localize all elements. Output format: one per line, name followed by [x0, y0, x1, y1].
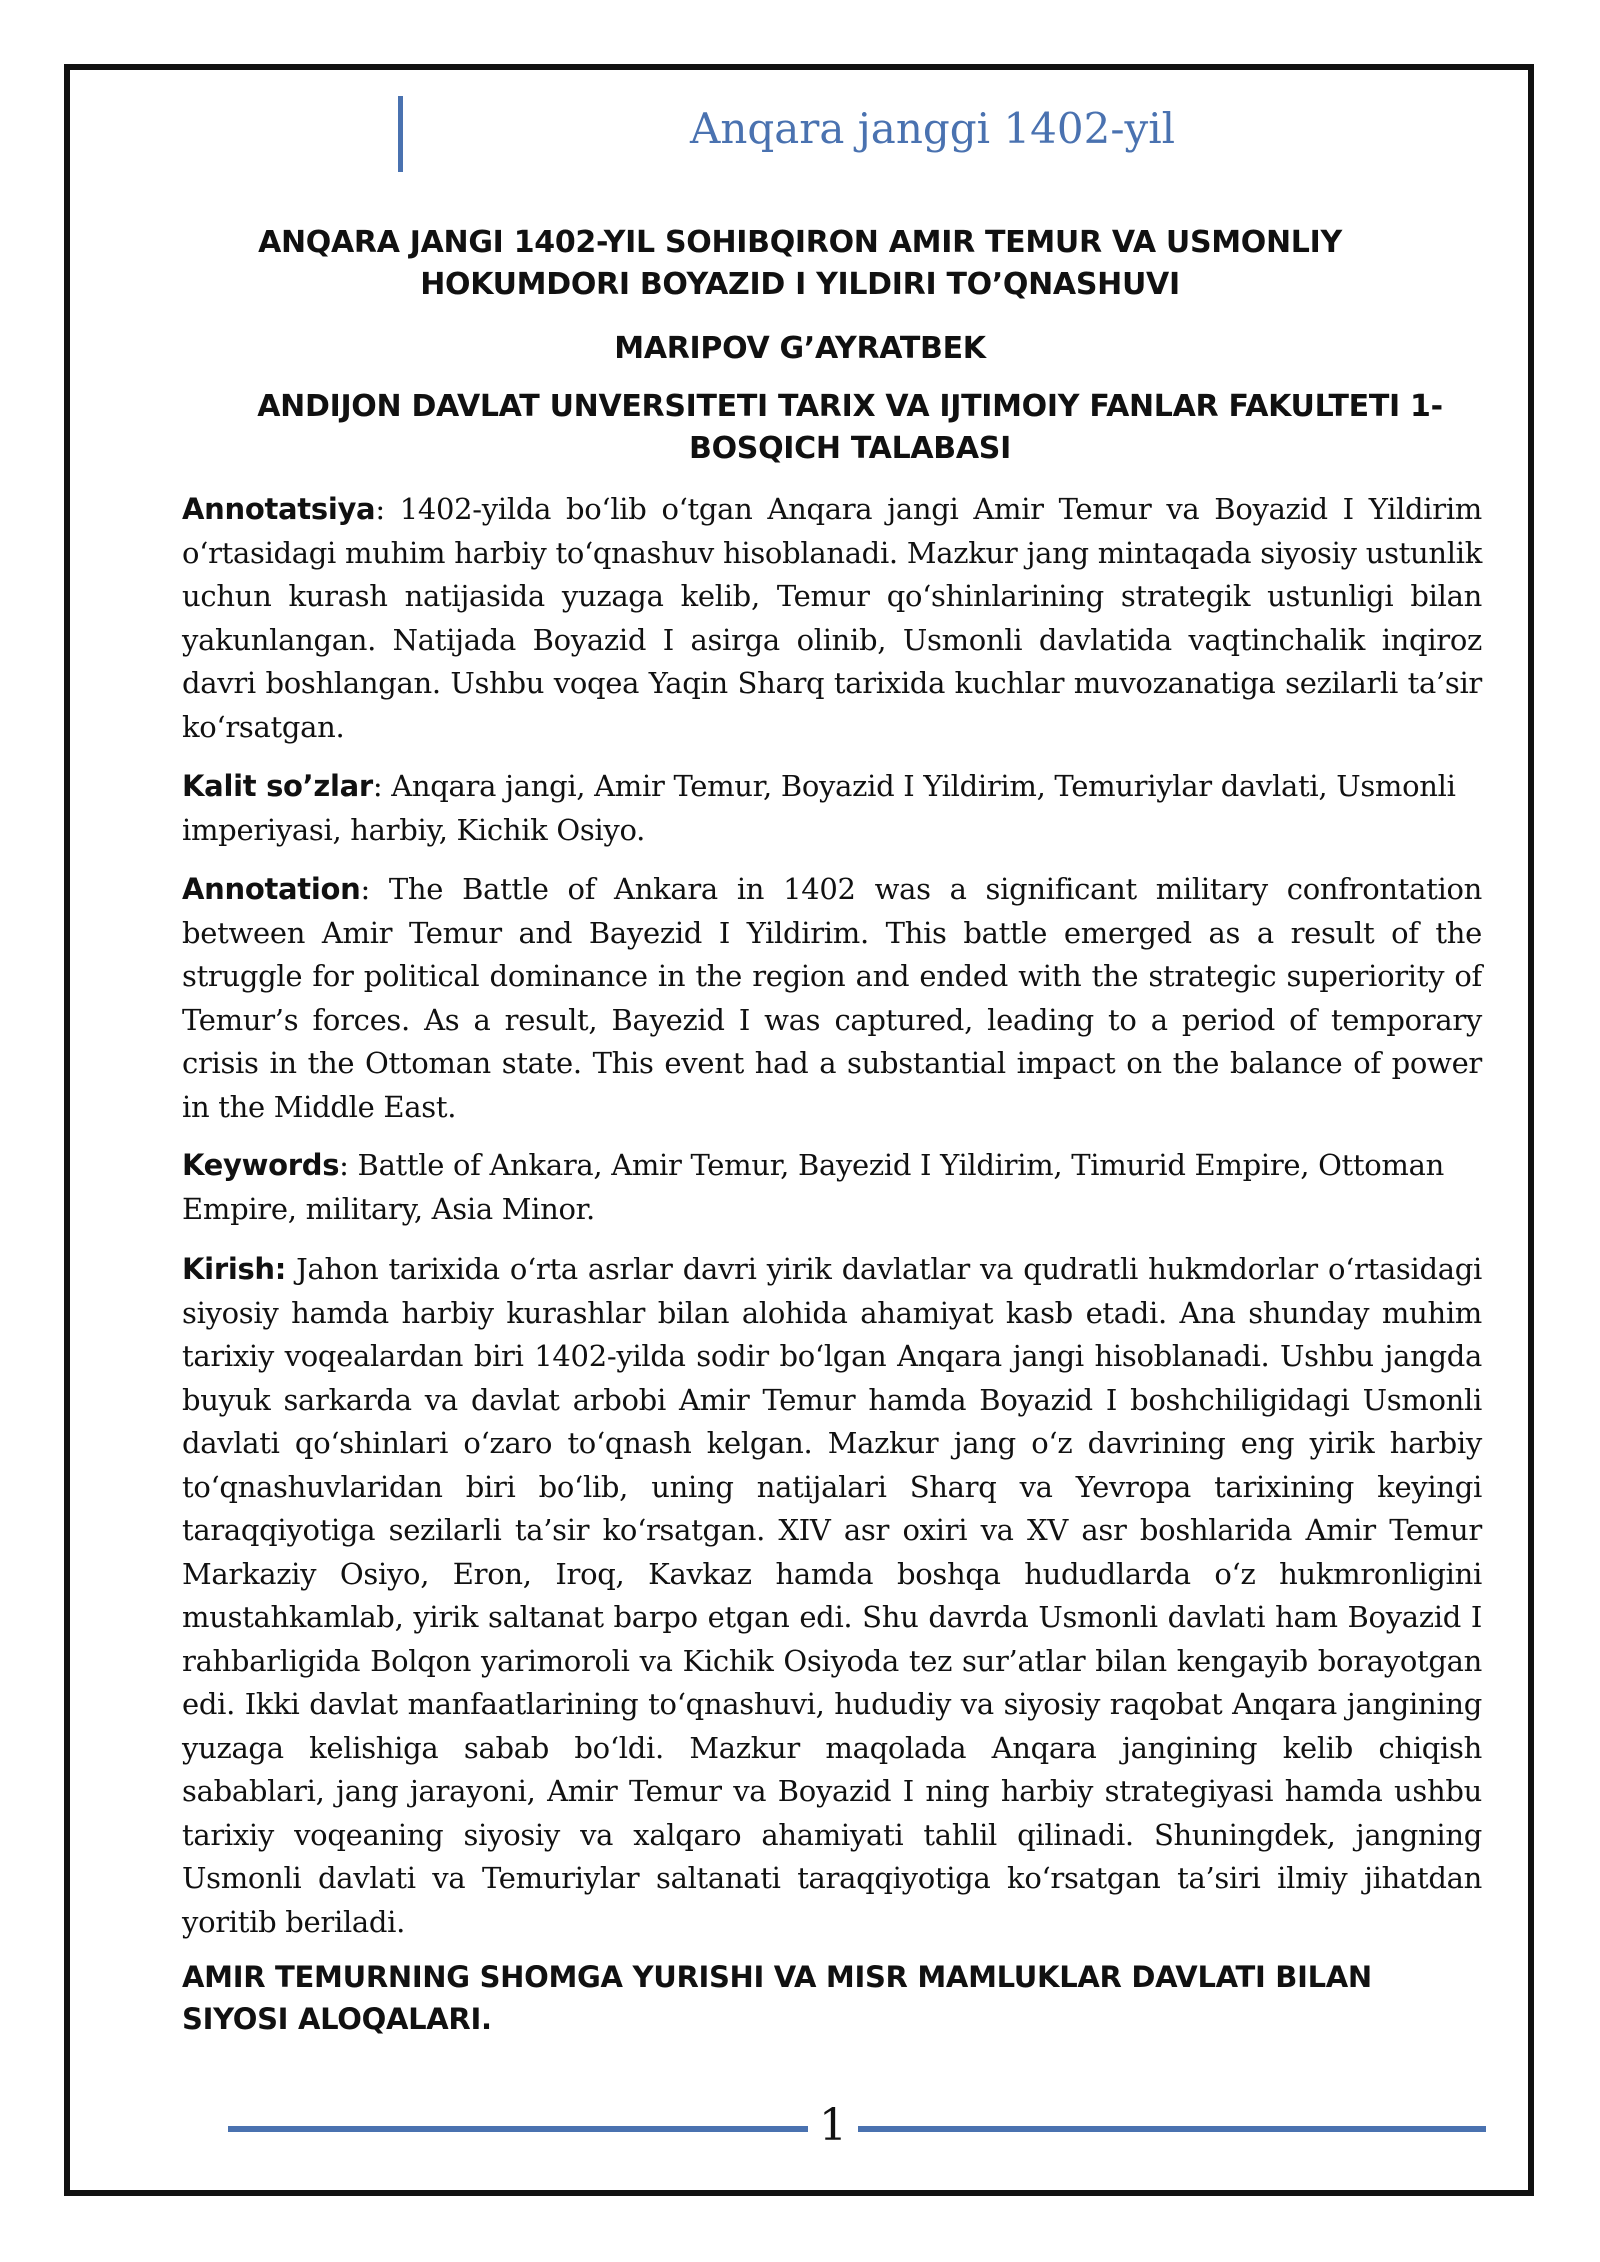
page-number: 1	[808, 2100, 858, 2151]
kirish-text: Jahon tarixida o‘rta asrlar davri yirik davlatlar va qudratli hukmdorlar o‘rtasidagi siyosiy hamda harbiy kurashlar bilan alohida ahamiyat kasb etadi. Ana shunday muhim tarixiy voqealardan biri 1402-yilda sodir bo‘lgan Anqara jangi hisoblanadi. Ushbu jangda buyuk sarkarda va davlat arbobi Amir Temur hamda Boyazid I boshchiligidagi Usmonli davlati qo‘shinlari o‘zaro to‘qnash kelgan. Mazkur jang o‘z davrining eng yirik harbiy to‘qnashuvlaridan biri bo‘lib, uning natijalari Sharq va Yevropa tarixining keyingi taraqqiyotiga sezilarli ta’sir ko‘rsatgan. XIV asr oxiri va XV asr boshlarida Amir Temur Markaziy Osiyo, Eron, Iroq, Kavkaz hamda boshqa hududlarda o‘z hukmronligini mustahkamlab, yirik saltanat barpo etgan edi. Shu davrda Usmonli davlati ham Boyazid I rahbarligida Bolqon yarimoroli va Kichik Osiyoda tez sur’atlar bilan kengayib borayotgan edi. Ikki davlat manfaatlarining to‘qnashuvi, hududiy va siyosiy raqobat Anqara jangining yuzaga kelishiga sabab bo‘ldi. Mazkur maqolada Anqara jangining kelib chiqish sabablari, jang jarayoni, Amir Temur va Boyazid I ning harbiy strategiyasi hamda ushbu tarixiy voqeaning siyosiy va xalqaro ahamiyati tahlil qilinadi. Shuningdek, jangning Usmonli davlati va Temuriylar saltanati taraqqiyotiga ko‘rsatgan ta’siri ilmiy jihatdan yoritib beriladi.	[182, 1252, 1482, 1939]
keywords-text: : Battle of Ankara, Amir Temur, Bayezid I Yildirim, Timurid Empire, Ottoman Empire, military, Asia Minor.	[182, 1148, 1444, 1226]
kirish-paragraph	[182, 1248, 1482, 1944]
annotatsiya-paragraph	[182, 488, 1482, 749]
annotatsiya-text: : 1402-yilda bo‘lib o‘tgan Anqara jangi Amir Temur va Boyazid I Yildirim o‘rtasidagi muhim harbiy to‘qnashuv hisoblanadi. Mazkur jang mintaqada siyosiy ustunlik uchun kurash natijasida yuzaga kelib, Temur qo‘shinlarining strategik ustunligi bilan yakunlangan. Natijada Boyazid I asirga olinib, Usmonli davlatida vaqtinchalik inqiroz davri boshlangan. Ushbu voqea Yaqin Sharq tarixida kuchlar muvozanatiga sezilarli ta’sir ko‘rsatgan.	[182, 492, 1482, 744]
annotation-text: : The Battle of Ankara in 1402 was a significant military confrontation between Amir Temur and Bayezid I Yildirim. This battle emerged as a result of the struggle for political dominance in the region and ended with the strategic superiority of Temur’s forces. As a result, Bayezid I was captured, leading to a period of temporary crisis in the Ottoman state. This event had a substantial impact on the balance of power in the Middle East.	[182, 872, 1482, 1124]
header-accent-bar	[398, 96, 403, 172]
article-title: ANQARA JANGI 1402-YIL SOHIBQIRON AMIR TEMUR VA USMONLIY HOKUMDORI BOYAZID I YILDIRI TO’QNASHUVI	[258, 225, 1342, 302]
kirish-label: Kirish:	[182, 1252, 287, 1286]
keywords-label: Keywords	[182, 1148, 340, 1182]
annotation-paragraph	[182, 868, 1482, 1129]
keywords-paragraph	[182, 1144, 1482, 1231]
kalit-sozlar-text: : Anqara jangi, Amir Temur, Boyazid I Yildirim, Temuriylar davlati, Usmonli imperiyasi, harbiy, Kichik Osiyo.	[182, 769, 1456, 847]
kalit-sozlar-paragraph	[182, 765, 1482, 852]
author-name: MARIPOV G’AYRATBEK	[614, 331, 986, 366]
kalit-sozlar-label: Kalit so’zlar	[182, 769, 373, 803]
running-header-title: Anqara janggi 1402-yil	[690, 104, 1176, 153]
annotatsiya-label: Annotatsiya	[182, 492, 376, 526]
section-heading: AMIR TEMURNING SHOMGA YURISHI VA MISR MAMLUKLAR DAVLATI BILAN SIYOSI ALOQALARI.	[182, 1960, 1372, 2036]
annotation-label: Annotation	[182, 872, 361, 906]
author-affiliation: ANDIJON DAVLAT UNVERSITETI TARIX VA IJTIMOIY FANLAR FAKULTETI 1-BOSQICH TALABASI	[257, 389, 1443, 466]
